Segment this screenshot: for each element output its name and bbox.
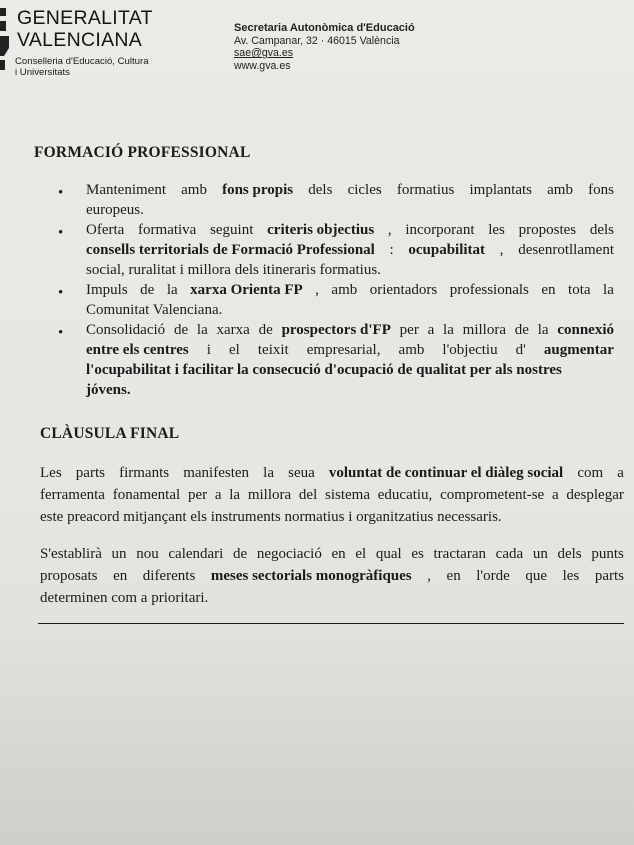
text-segment: , <box>315 282 319 298</box>
text-segment: diferents <box>142 568 196 584</box>
bullet-icon: • <box>58 225 64 241</box>
text-segment: la <box>537 322 549 338</box>
text-segment: millora <box>247 487 292 503</box>
bold-text: meses sectorials monogràfiques <box>210 568 412 584</box>
bold-text: connexió <box>557 322 614 338</box>
text-segment: de <box>233 546 248 562</box>
text-segment: a <box>214 487 222 503</box>
text-segment: a <box>617 465 624 481</box>
bold-text: fons propis <box>222 182 294 198</box>
text-line <box>40 587 624 609</box>
text-segment: parts <box>594 568 624 584</box>
text-segment: professionals <box>449 282 529 298</box>
fp-bullet-item <box>58 220 614 280</box>
text-segment: formatius <box>396 182 455 198</box>
text-segment: per <box>187 487 208 503</box>
text-segment: Manteniment <box>86 182 166 198</box>
secretariat-email[interactable]: sae@gva.es <box>234 47 294 59</box>
text-segment: la <box>603 282 614 298</box>
text-segment: el <box>355 546 367 562</box>
bold-text: voluntat de continuar el diàleg social <box>328 465 564 481</box>
page-shadow <box>0 615 634 845</box>
text-segment: , <box>427 568 431 584</box>
text-line <box>86 220 614 240</box>
text-segment: l'orde <box>476 568 510 584</box>
bold-text: criteris objectius <box>267 222 375 238</box>
text-segment: amb <box>547 182 573 198</box>
final-clause-title: CLÀUSULA FINAL <box>40 425 180 442</box>
text-segment: que <box>525 568 548 584</box>
text-segment: : <box>389 242 394 258</box>
bold-text: ocupabilitat <box>408 242 486 258</box>
text-segment: cada <box>495 546 524 562</box>
text-line <box>40 543 624 565</box>
horizontal-rule <box>38 623 624 624</box>
text-segment: millora <box>462 322 506 338</box>
bold-text: entre els centres <box>86 342 189 358</box>
text-segment: seua <box>288 465 315 481</box>
secretariat-title: Secretaria Autonòmica d'Educació <box>234 22 415 34</box>
bullet-icon: • <box>58 325 64 341</box>
text-segment: propostes <box>518 222 577 238</box>
text-segment: implantats <box>469 182 532 198</box>
text-segment: Les <box>40 465 62 481</box>
text-segment: firmants <box>119 465 170 481</box>
department-line1: Conselleria d'Educació, Cultura <box>15 56 149 67</box>
text-segment: dels <box>308 182 333 198</box>
text-segment: Oferta <box>86 222 125 238</box>
text-segment: desplegar <box>566 487 624 503</box>
text-segment: Impuls <box>86 282 128 298</box>
text-segment: el <box>229 342 240 358</box>
text-segment: desenrotllament <box>518 242 614 258</box>
text-line <box>86 240 614 260</box>
text-segment: proposats <box>40 568 98 584</box>
fp-bullet-list <box>58 180 614 400</box>
text-segment: i <box>206 342 211 358</box>
fp-bullet-item <box>58 180 614 220</box>
text-segment: fonamental <box>112 487 181 503</box>
text-line <box>86 360 614 380</box>
text-line <box>86 180 614 200</box>
bold-text: xarxa Orienta FP <box>190 282 303 298</box>
final-paragraph-1 <box>40 462 624 528</box>
text-segment: comprometent-se <box>440 487 545 503</box>
text-segment: a <box>551 487 559 503</box>
text-line <box>40 484 624 506</box>
text-segment: a <box>427 322 435 338</box>
text-segment: del <box>298 487 318 503</box>
bold-text: prospectors d'FP <box>281 322 391 338</box>
text-line <box>40 462 624 484</box>
text-segment: orientadors <box>369 282 438 298</box>
bold-text: consells territorials de Formació Professional <box>86 242 375 258</box>
text-segment: social, ruralitat i millora dels itineraris formatius. <box>86 262 381 278</box>
text-segment: S'establirà <box>40 546 102 562</box>
text-line <box>86 280 614 300</box>
text-segment: la <box>196 322 208 338</box>
text-segment: la <box>166 282 178 298</box>
text-segment: dels <box>557 546 582 562</box>
text-segment: tractaran <box>433 546 486 562</box>
text-segment: xarxa <box>216 322 250 338</box>
fp-bullet-item <box>58 280 614 320</box>
text-segment: de <box>140 282 155 298</box>
text-segment: amb <box>398 342 425 358</box>
fp-section-title: FORMACIÓ PROFESSIONAL <box>34 144 251 161</box>
text-segment: , <box>387 222 392 238</box>
bold-text: l'ocupabilitat i facilitar la consecució d'ocupació de qualitat per als nostres <box>86 362 562 378</box>
fp-bullet-item <box>58 320 614 400</box>
organization-name <box>17 7 153 51</box>
final-paragraph-2 <box>40 543 624 609</box>
text-segment: la <box>443 322 454 338</box>
text-segment: formativa <box>138 222 197 238</box>
text-segment: fons <box>588 182 614 198</box>
bullet-icon: • <box>58 285 64 301</box>
text-segment: seguint <box>210 222 254 238</box>
text-line <box>40 565 624 587</box>
text-segment: de <box>173 322 189 338</box>
department-line2: i Universitats <box>15 67 70 78</box>
text-segment: educatiu, <box>377 487 433 503</box>
text-line <box>40 506 624 528</box>
text-line <box>86 320 614 340</box>
text-segment: en <box>541 282 556 298</box>
bold-text: augmentar <box>543 342 614 358</box>
text-segment: en <box>113 568 128 584</box>
secretariat-website[interactable]: www.gva.es <box>234 59 291 72</box>
organization-name-line1: GENERALITAT <box>17 7 153 29</box>
text-line <box>86 260 614 280</box>
organization-name-line2: VALENCIANA <box>17 29 143 51</box>
text-segment: en <box>331 546 346 562</box>
text-segment: les <box>562 568 580 584</box>
text-segment: nou <box>136 546 159 562</box>
text-segment: les <box>488 222 505 238</box>
text-segment: tota <box>568 282 591 298</box>
text-line <box>86 200 614 220</box>
text-segment: de <box>258 322 273 338</box>
text-segment: punts <box>591 546 624 562</box>
text-segment: la <box>263 465 274 481</box>
text-segment: Comunitat Valenciana. <box>86 302 223 318</box>
secretariat-block <box>234 22 415 72</box>
text-segment: un <box>111 546 127 562</box>
text-segment: sistema <box>325 487 370 503</box>
department-name <box>15 56 149 78</box>
text-segment: europeus. <box>86 202 144 218</box>
text-line <box>86 300 614 320</box>
text-line <box>86 340 614 360</box>
text-segment: ferramenta <box>40 487 105 503</box>
text-segment: es <box>411 546 424 562</box>
text-segment: un <box>532 546 548 562</box>
text-segment: l'objectiu <box>442 342 498 358</box>
text-segment: este preacord mitjançant els instruments normatius i organitzatius necessaris. <box>40 509 502 525</box>
text-segment: la <box>229 487 241 503</box>
text-segment: dels <box>589 222 614 238</box>
generalitat-logo-icon <box>0 6 14 72</box>
text-segment: negociació <box>256 546 322 562</box>
text-segment: Consolidació <box>86 322 166 338</box>
text-segment: amb <box>181 182 207 198</box>
text-segment: cicles <box>347 182 382 198</box>
text-segment: de <box>514 322 529 338</box>
text-segment: calendari <box>168 546 224 562</box>
text-segment: manifesten <box>183 465 250 481</box>
text-segment: per <box>399 322 419 338</box>
text-segment: en <box>446 568 461 584</box>
text-segment: determinen com a prioritari. <box>40 590 209 606</box>
text-segment: qual <box>375 546 402 562</box>
text-segment: empresarial, <box>306 342 381 358</box>
bullet-icon: • <box>58 185 64 201</box>
text-segment: , <box>499 242 504 258</box>
text-segment: com <box>577 465 604 481</box>
text-segment: teixit <box>257 342 289 358</box>
text-segment: incorporant <box>405 222 475 238</box>
text-segment: d' <box>515 342 526 358</box>
text-line <box>86 380 614 400</box>
secretariat-address: Av. Campanar, 32 · 46015 València <box>234 34 400 47</box>
bold-text: jóvens. <box>86 382 131 398</box>
text-segment: parts <box>75 465 105 481</box>
text-segment: amb <box>331 282 358 298</box>
